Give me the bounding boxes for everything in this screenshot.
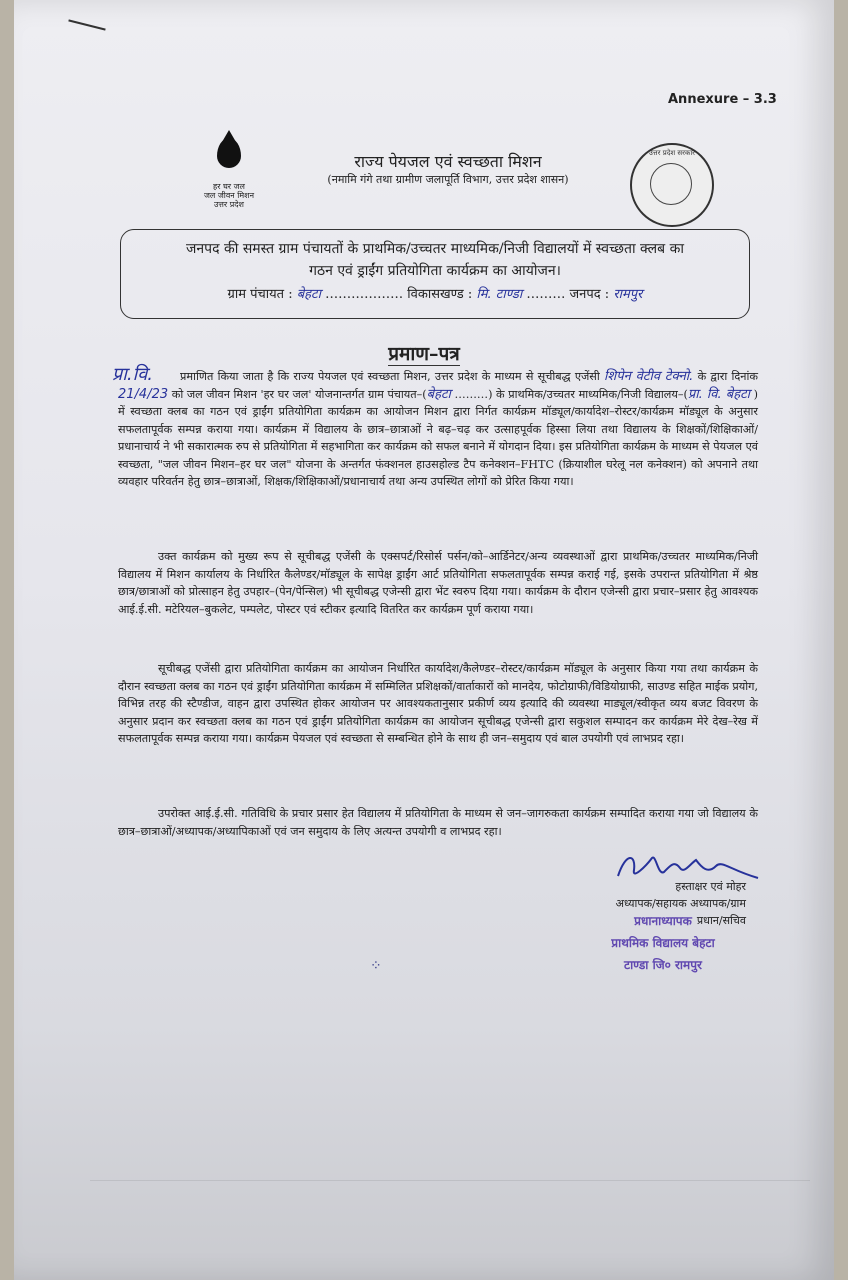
box-line-1: जनपद की समस्त ग्राम पंचायतों के प्राथमिक/उच्चतर माध्यमिक/निजी विद्यालयों में स्वच्छता क्लब का — [186, 241, 684, 257]
village-name: बेहटा — [426, 386, 451, 402]
signature-label: हस्ताक्षर एवं मोहर — [675, 880, 746, 893]
seal-text: उत्तर प्रदेश सरकार — [648, 149, 696, 157]
handwritten-school-abbrev: प्रा.वि. — [112, 364, 154, 385]
certificate-title: प्रमाण–पत्र — [388, 343, 460, 365]
mission-subtitle: (नमामि गंगे तथा ग्रामीण जलापूर्ति विभाग, उत्तर प्रदेश शासन) — [327, 173, 569, 186]
up-government-seal-icon — [630, 143, 714, 227]
program-date: 21/4/23 — [118, 386, 169, 402]
pen-mark — [68, 19, 105, 30]
logo-line-2: जल जीवन मिशन — [203, 191, 255, 200]
paragraph-2: उक्त कार्यक्रम को मुख्य रूप से सूचीबद्ध एजेंसी के एक्सपर्ट/रिसोर्स पर्सन/को–आर्डिनेटर/अन्य व्यवस्थाओं द्वारा प्राथमिक/उच्चतर माध्यमिक/निजी विद्यालय में मिशन कार्यालय के निर्धारित कैलेण्डर/मॉड्यूल के सापेक्ष ड्राईंग आर्ट प्रतियोगिता सफलतापूर्वक सम्पन्न कराई गई, इसके उपरान्त प्रतियोगिता में श्रेष्ठ छात्र/छात्राओं को प्रोत्साहन हेतु उपहार–(पेन/पेन्सिल) भी सूचीबद्ध एजेन्सी द्वारा भेंट स्वरुप दिया गया। कार्यक्रम के दौरान एजेन्सी द्वारा प्रचार–प्रसार हेतु आवश्यक आई.ई.सी. मटेरियल–बुकलेट, पम्पलेट, पोस्टर एवं स्टीकर इत्यादि वितरित कर कार्यक्रम पूर्ण कराया गया। — [118, 550, 758, 616]
school-stamp — [588, 910, 738, 976]
agency-name: शिपेन वेटीव टेक्नो. — [604, 369, 694, 384]
block-value: मि. टाण्डा — [476, 287, 523, 302]
annexure-label: Annexure – 3.3 — [668, 92, 777, 107]
logo-line-3: उत्तर प्रदेश — [214, 200, 244, 209]
logo-line-1: हर घर जल — [213, 182, 245, 191]
stamp-line-1: प्रधानाध्यापक — [634, 914, 692, 928]
paragraph-1: प्रमाणित किया जाता है कि राज्य पेयजल एवं स्वच्छता मिशन, उत्तर प्रदेश के माध्यम से सूचीबद्ध एजेंसी शिपेन वेटीव टेक्नो. के द्वारा दिनांक 21/4/23 को जल जीवन मिशन 'हर घर जल' योजनान्तर्गत ग्राम पंचायत–(बेहटा ………) के प्राथमिक/उच्चतर माध्यमिक/निजी विद्यालय–(प्रा. वि. बेहटा ) में स्वच्छता क्लब का गठन एवं ड्राईंग प्रतियोगिता कार्यक्रम का आयोजन मिशन द्वारा निर्गत कार्यक्रम मॉड्यूल/कार्यादेश–रोस्टर/कार्यक्रम मॉड्यूल के अनुसार सफलतापूर्वक सम्पन्न कराया गया। कार्यक्रम में विद्यालय के छात्र–छात्राओं ने बढ़–चढ़ कर उत्साहपूर्वक हिस्सा लिया तथा विद्यालय के शिक्षकों/शिक्षिकाओं/प्रधानाचार्य ने भी सकारात्मक रुप से प्रतियोगिता में सहभागिता कर कार्यक्रम को सफल बनाने में योगदान दिया। इस प्रतियोगिता कार्यक्रम के माध्यम से पेयजल एवं स्वच्छता, "जल जीवन मिशन–हर घर जल" योजना के अन्तर्गत फंक्शनल हाउसहोल्ड टैप कनेक्शन–FHTC (क्रियाशील घरेलू नल कनेक्शन) को अपनाने तथा व्यवहार परिवर्तन हेतु छात्र–छात्राओं, शिक्षक/शिक्षिकाओं/प्रधानाचार्य तथा अन्य उपस्थित लोगों को प्रेरित किया गया। — [118, 369, 759, 488]
gram-panchayat-value: बेहटा — [296, 287, 321, 302]
block-label: विकासखण्ड : — [407, 287, 473, 302]
designation-line-1: अध्यापक/सहायक अध्यापक/ग्राम — [615, 897, 746, 910]
stamp-line-2: प्राथमिक विद्यालय बेहटा — [611, 936, 715, 950]
mission-title: राज्य पेयजल एवं स्वच्छता मिशन — [354, 152, 542, 171]
district-label: जनपद : — [569, 287, 610, 302]
school-name: प्रा. वि. बेहटा — [687, 386, 751, 402]
designation-line-2: प्रधान/सचिव — [696, 914, 746, 927]
paragraph-3: सूचीबद्ध एजेंसी द्वारा प्रतियोगिता कार्यक्रम का आयोजन निर्धारित कार्यादेश/कैलेण्डर–रोस्टर/कार्यक्रम मॉड्यूल के अनुसार किया गया तथा कार्यक्रम के दौरान स्वच्छता क्लब का गठन एवं ड्राईंग प्रतियोगिता कार्यक्रम में सम्मिलित प्रशिक्षकों/वार्ताकारों को मानदेय, फोटोग्राफी/विडियोग्राफी, साउण्ड सहित माईक प्रयोग, विभिन्न तरह की स्टैण्डीज, वाहन द्वारा उपस्थित होकर आयोजन पर आवश्यकतानुसार प्रकीर्ण व्यय इत्यादि की व्यवस्था माड्यूल/स्वीकृत व्यय बजट विवरण के अनुसार प्रदान कर स्वच्छता क्लब का गठन एवं ड्राईंग प्रतियोगिता कार्यक्रम का आयोजन सूचीबद्ध एजेन्सी द्वारा सकुशल सम्पादन कर कार्यक्रम मेरे देख–रेख में सफलतापूर्वक सम्पन्न कराया गया। कार्यक्रम पेयजल एवं स्वच्छता से सम्बन्धित होने के साथ ही जन–समुदाय एवं बाल उपयोगी एवं लाभप्रद रहा। — [118, 662, 758, 745]
box-line-2: गठन एवं ड्राईंग प्रतियोगिता कार्यक्रम का आयोजन। — [309, 263, 561, 279]
district-value: रामपुर — [613, 287, 643, 302]
stamp-line-3: टाण्डा जि० रामपुर — [624, 958, 702, 972]
paragraph-4: उपरोक्त आई.ई.सी. गतिविधि के प्रचार प्रसार हेत विद्यालय में प्रतियोगिता के माध्यम से जन–जागरुकता कार्यक्रम सम्पादित कराया गया जो विद्यालय के छात्र–छात्राओं/अध्यापक/अध्यापिकाओं एवं जन समुदाय के लिए अत्यन्त उपयोगी व लाभप्रद रहा। — [118, 807, 758, 838]
program-title-box — [120, 229, 750, 319]
seal-emblem — [650, 163, 692, 205]
gram-panchayat-label: ग्राम पंचायत : — [227, 287, 293, 302]
location-row: ग्राम पंचायत : बेहटा ……………… विकासखण्ड : मि. टाण्डा ……… जनपद : रामपुर — [227, 287, 643, 302]
page-fold — [90, 1180, 810, 1201]
ink-specks: ⁘ — [370, 958, 382, 974]
